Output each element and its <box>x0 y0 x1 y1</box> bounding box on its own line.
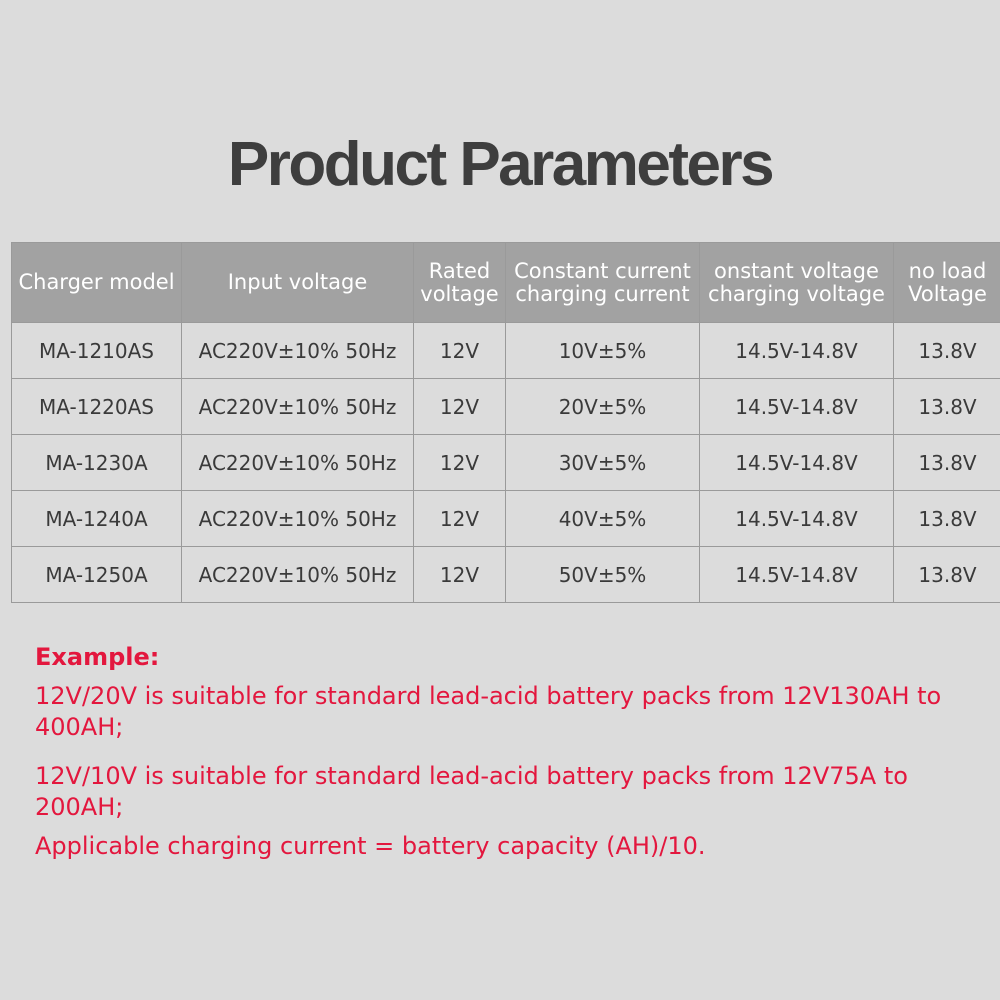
cell-input-voltage: AC220V±10% 50Hz <box>182 323 414 379</box>
cell-no-load-voltage: 13.8V <box>894 435 1000 491</box>
header-charger-model: Charger model <box>12 243 182 323</box>
cell-input-voltage: AC220V±10% 50Hz <box>182 379 414 435</box>
parameters-table <box>11 242 1000 603</box>
table-header-row <box>12 243 1000 323</box>
cell-constant-voltage: 14.5V-14.8V <box>700 547 894 603</box>
cell-rated-voltage: 12V <box>414 379 506 435</box>
cell-charger-model: MA-1240A <box>12 491 182 547</box>
cell-rated-voltage: 12V <box>414 323 506 379</box>
cell-no-load-voltage: 13.8V <box>894 547 1000 603</box>
page-title: Product Parameters <box>227 130 773 199</box>
header-no-load-voltage: no load Voltage <box>894 243 1000 323</box>
table-row <box>12 547 1000 603</box>
header-rated-voltage: Rated voltage <box>414 243 506 323</box>
cell-input-voltage: AC220V±10% 50Hz <box>182 491 414 547</box>
table-row <box>12 323 1000 379</box>
example-line-10v: 12V/10V is suitable for standard lead-acid battery packs from 12V75A to 200AH; <box>35 762 908 821</box>
cell-constant-current: 50V±5% <box>506 547 700 603</box>
cell-constant-voltage: 14.5V-14.8V <box>700 379 894 435</box>
cell-rated-voltage: 12V <box>414 435 506 491</box>
cell-constant-current: 30V±5% <box>506 435 700 491</box>
cell-rated-voltage: 12V <box>414 491 506 547</box>
cell-charger-model: MA-1230A <box>12 435 182 491</box>
cell-constant-voltage: 14.5V-14.8V <box>700 435 894 491</box>
example-heading: Example: <box>35 643 160 671</box>
cell-charger-model: MA-1250A <box>12 547 182 603</box>
cell-charger-model: MA-1220AS <box>12 379 182 435</box>
cell-no-load-voltage: 13.8V <box>894 323 1000 379</box>
table-row <box>12 379 1000 435</box>
header-constant-current: Constant current charging current <box>506 243 700 323</box>
cell-constant-current: 10V±5% <box>506 323 700 379</box>
cell-constant-voltage: 14.5V-14.8V <box>700 323 894 379</box>
header-input-voltage: Input voltage <box>182 243 414 323</box>
table-row <box>12 491 1000 547</box>
table-row <box>12 435 1000 491</box>
cell-input-voltage: AC220V±10% 50Hz <box>182 547 414 603</box>
cell-constant-current: 40V±5% <box>506 491 700 547</box>
header-constant-voltage: onstant voltage charging voltage <box>700 243 894 323</box>
cell-constant-voltage: 14.5V-14.8V <box>700 491 894 547</box>
cell-rated-voltage: 12V <box>414 547 506 603</box>
cell-no-load-voltage: 13.8V <box>894 379 1000 435</box>
cell-no-load-voltage: 13.8V <box>894 491 1000 547</box>
cell-charger-model: MA-1210AS <box>12 323 182 379</box>
cell-constant-current: 20V±5% <box>506 379 700 435</box>
example-line-20v: 12V/20V is suitable for standard lead-acid battery packs from 12V130AH to 400AH; <box>35 682 942 741</box>
cell-input-voltage: AC220V±10% 50Hz <box>182 435 414 491</box>
example-line-formula: Applicable charging current = battery capacity (AH)/10. <box>35 832 706 860</box>
